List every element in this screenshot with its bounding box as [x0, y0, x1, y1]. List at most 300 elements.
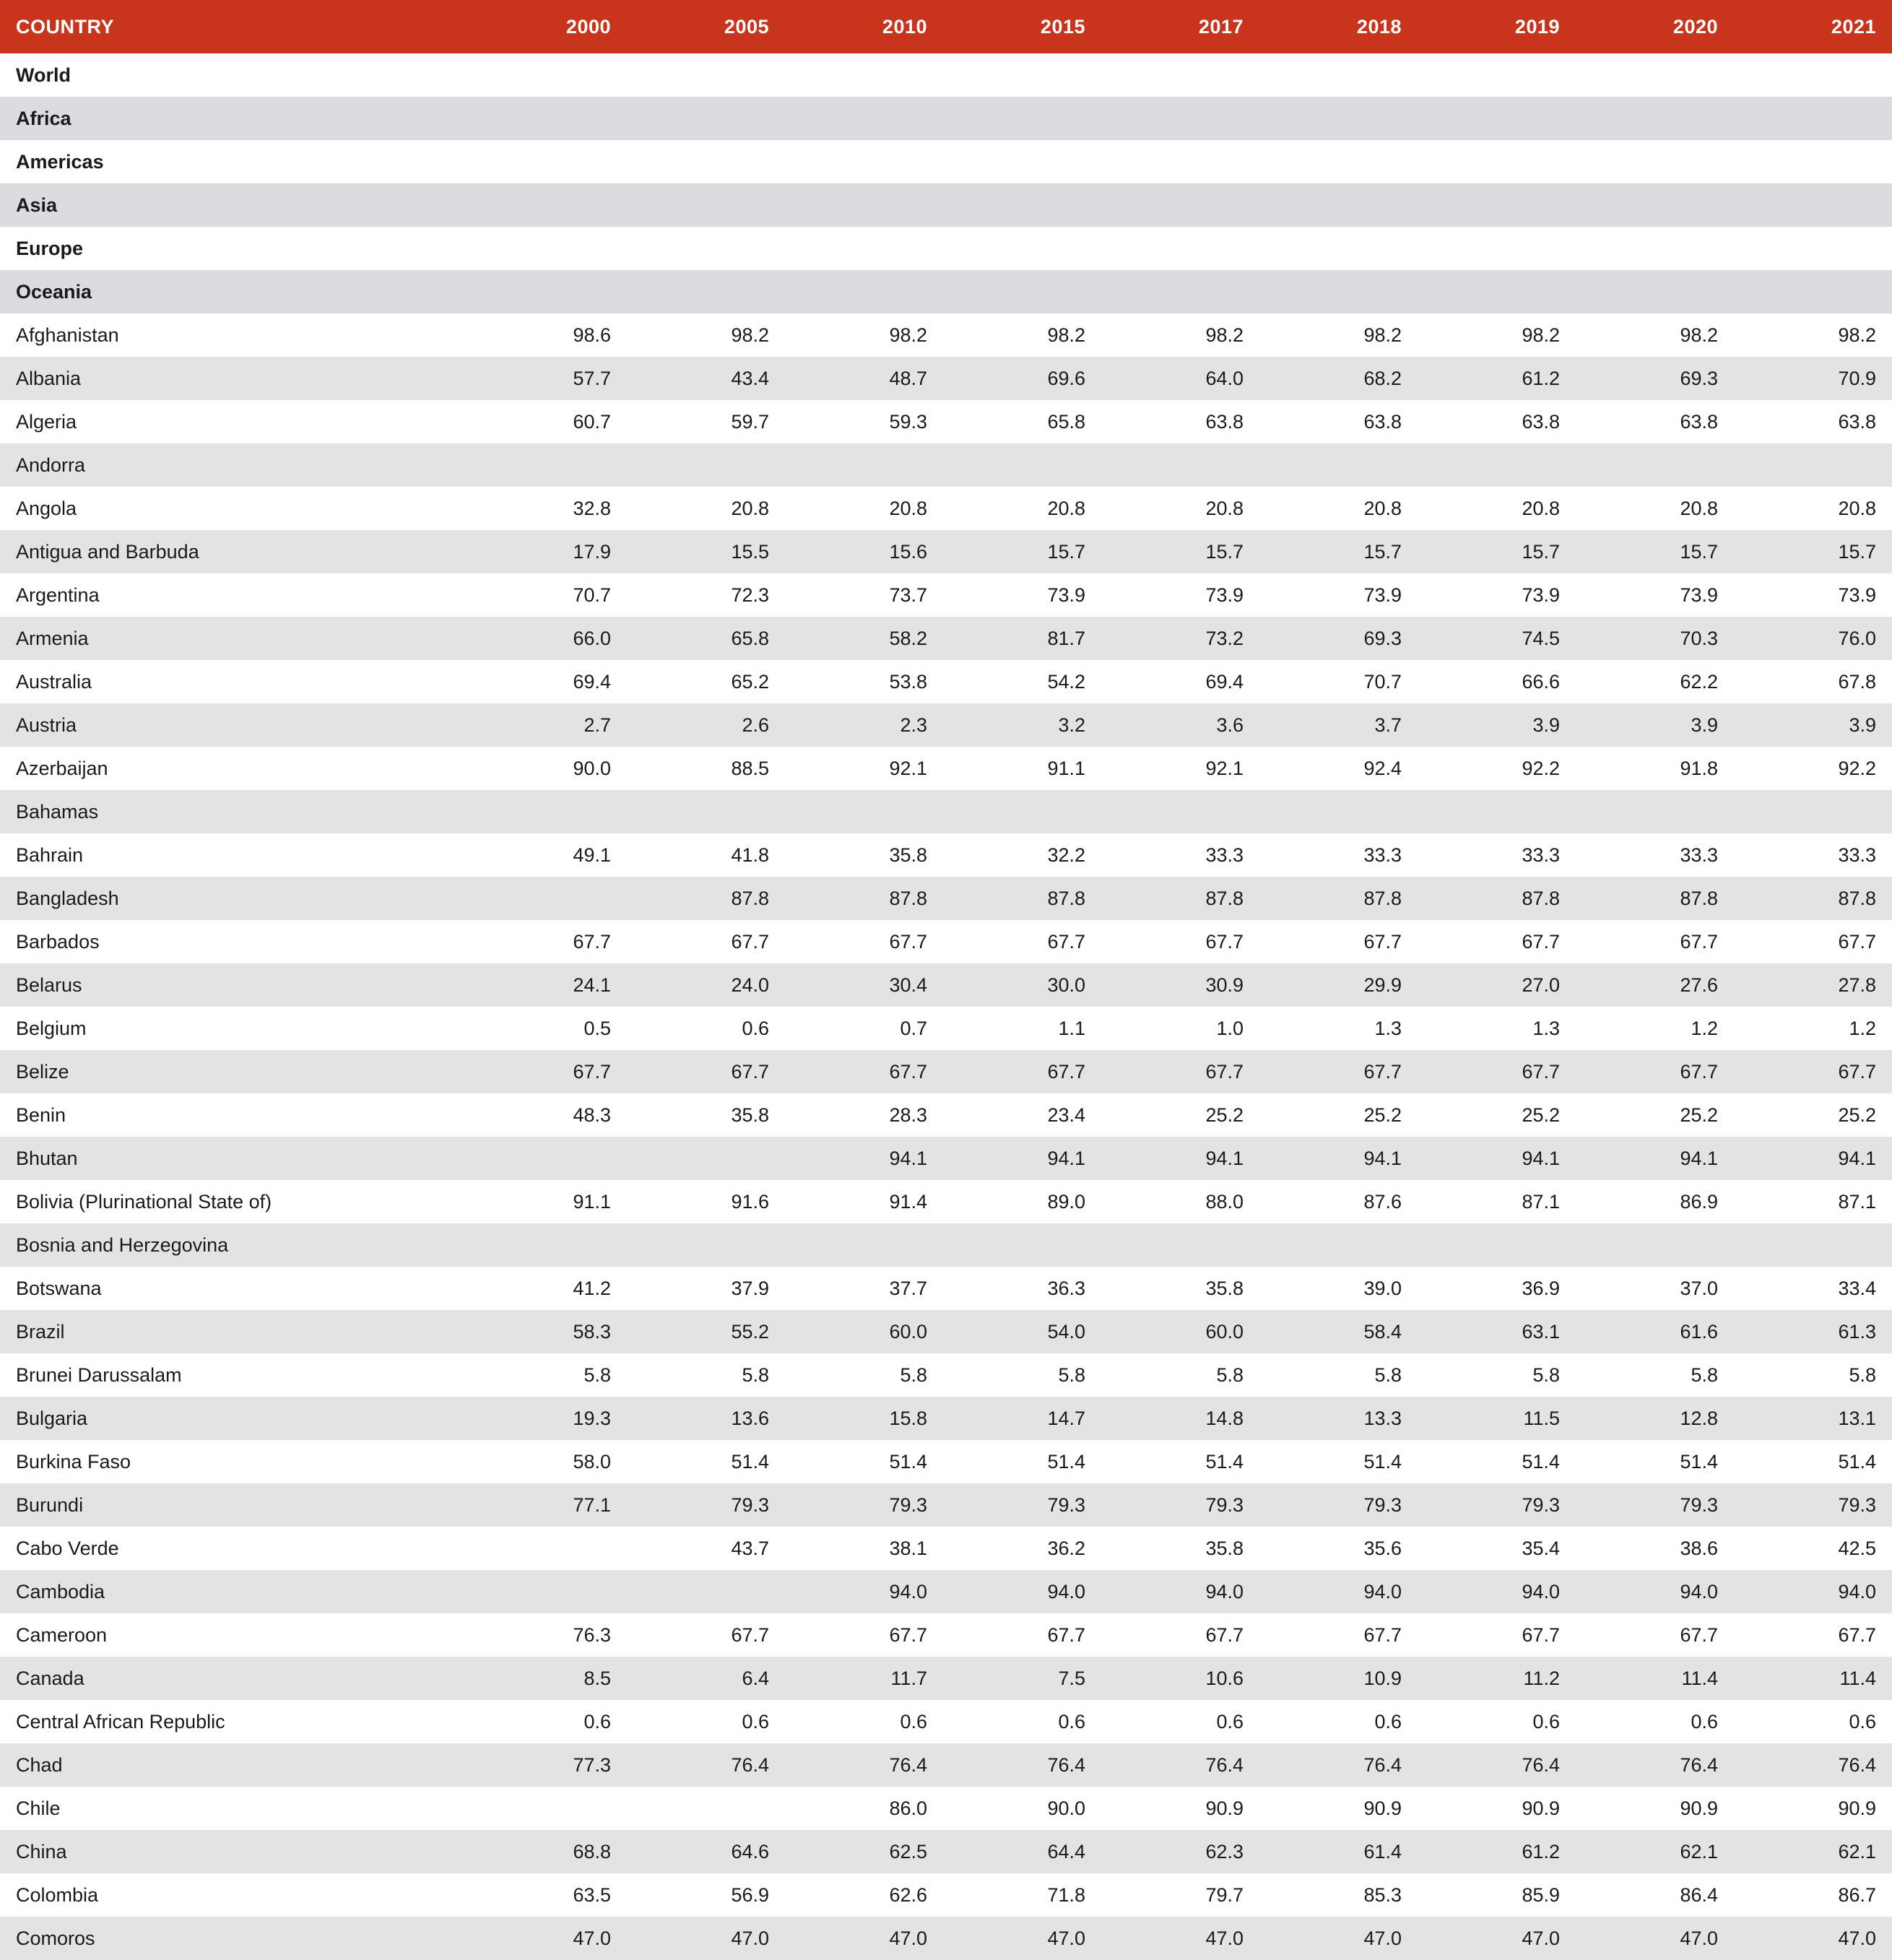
cell-value: 68.2: [1259, 357, 1418, 400]
cell-value: [469, 1137, 627, 1180]
column-header-2021: 2021: [1734, 0, 1892, 53]
cell-value: 17.9: [469, 530, 627, 573]
cell-value: 11.7: [785, 1657, 943, 1700]
cell-value: [1418, 1223, 1576, 1267]
table-row: [0, 1830, 1892, 1873]
cell-value: [627, 183, 785, 227]
cell-value: 5.8: [627, 1353, 785, 1397]
cell-value: 61.2: [1418, 1830, 1576, 1873]
row-label: World: [0, 53, 469, 97]
cell-value: 53.8: [785, 660, 943, 703]
row-label: Cameroon: [0, 1613, 469, 1657]
cell-value: 0.6: [1734, 1700, 1892, 1743]
cell-value: [1734, 53, 1892, 97]
row-label: Azerbaijan: [0, 747, 469, 790]
table-body: [0, 53, 1892, 1960]
cell-value: 56.9: [627, 1873, 785, 1917]
cell-value: [469, 877, 627, 920]
cell-value: [785, 443, 943, 487]
cell-value: 65.2: [627, 660, 785, 703]
cell-value: 94.1: [1734, 1137, 1892, 1180]
row-label: Albania: [0, 357, 469, 400]
cell-value: 92.1: [785, 747, 943, 790]
cell-value: 60.0: [785, 1310, 943, 1353]
cell-value: 94.1: [1259, 1137, 1418, 1180]
table-row: [0, 1050, 1892, 1093]
cell-value: 14.7: [943, 1397, 1101, 1440]
cell-value: 32.2: [943, 833, 1101, 877]
cell-value: [1101, 140, 1259, 183]
cell-value: 94.0: [1101, 1570, 1259, 1613]
cell-value: 69.3: [1259, 617, 1418, 660]
cell-value: [943, 140, 1101, 183]
cell-value: 35.8: [785, 833, 943, 877]
cell-value: 7.5: [943, 1657, 1101, 1700]
cell-value: 67.7: [627, 1613, 785, 1657]
cell-value: 60.0: [1101, 1310, 1259, 1353]
table-row: [0, 1743, 1892, 1787]
cell-value: 33.4: [1734, 1267, 1892, 1310]
cell-value: 29.9: [1259, 963, 1418, 1007]
cell-value: 86.7: [1734, 1873, 1892, 1917]
cell-value: 15.8: [785, 1397, 943, 1440]
table-row: [0, 920, 1892, 963]
cell-value: 67.7: [1734, 1613, 1892, 1657]
cell-value: 67.8: [1734, 660, 1892, 703]
cell-value: 90.9: [1101, 1787, 1259, 1830]
column-header-2000: 2000: [469, 0, 627, 53]
cell-value: [627, 140, 785, 183]
cell-value: 67.7: [1418, 920, 1576, 963]
cell-value: 51.4: [943, 1440, 1101, 1483]
cell-value: 98.6: [469, 313, 627, 357]
cell-value: 36.2: [943, 1527, 1101, 1570]
row-label: China: [0, 1830, 469, 1873]
cell-value: 47.0: [627, 1917, 785, 1960]
cell-value: 0.6: [1101, 1700, 1259, 1743]
cell-value: [1734, 97, 1892, 140]
cell-value: [1101, 97, 1259, 140]
cell-value: 72.3: [627, 573, 785, 617]
cell-value: 10.9: [1259, 1657, 1418, 1700]
table-header-row: [0, 0, 1892, 53]
cell-value: 35.8: [1101, 1267, 1259, 1310]
cell-value: [469, 1527, 627, 1570]
row-label: Bulgaria: [0, 1397, 469, 1440]
cell-value: [469, 443, 627, 487]
cell-value: 5.8: [1259, 1353, 1418, 1397]
cell-value: [943, 227, 1101, 270]
cell-value: 11.4: [1576, 1657, 1734, 1700]
row-label: Bosnia and Herzegovina: [0, 1223, 469, 1267]
cell-value: 79.3: [1101, 1483, 1259, 1527]
cell-value: 63.8: [1259, 400, 1418, 443]
cell-value: 67.7: [1576, 1613, 1734, 1657]
cell-value: 73.9: [943, 573, 1101, 617]
cell-value: [469, 183, 627, 227]
cell-value: [469, 1570, 627, 1613]
cell-value: 76.4: [1576, 1743, 1734, 1787]
table-row: [0, 617, 1892, 660]
table-row: [0, 1787, 1892, 1830]
table-row: [0, 270, 1892, 313]
cell-value: [1418, 270, 1576, 313]
cell-value: 94.1: [943, 1137, 1101, 1180]
cell-value: 67.7: [1259, 1050, 1418, 1093]
cell-value: 67.7: [1734, 1050, 1892, 1093]
cell-value: [943, 53, 1101, 97]
row-label: Bahrain: [0, 833, 469, 877]
cell-value: 20.8: [627, 487, 785, 530]
cell-value: 41.8: [627, 833, 785, 877]
cell-value: [943, 1223, 1101, 1267]
cell-value: 49.1: [469, 833, 627, 877]
table-row: [0, 357, 1892, 400]
cell-value: 63.8: [1576, 400, 1734, 443]
cell-value: 15.7: [1259, 530, 1418, 573]
cell-value: 64.4: [943, 1830, 1101, 1873]
row-label: Canada: [0, 1657, 469, 1700]
cell-value: [785, 227, 943, 270]
column-header-2019: 2019: [1418, 0, 1576, 53]
cell-value: 90.9: [1734, 1787, 1892, 1830]
cell-value: 62.3: [1101, 1830, 1259, 1873]
cell-value: 94.0: [785, 1570, 943, 1613]
cell-value: 20.8: [1576, 487, 1734, 530]
cell-value: 20.8: [943, 487, 1101, 530]
cell-value: [1418, 443, 1576, 487]
cell-value: 0.6: [627, 1007, 785, 1050]
cell-value: 86.4: [1576, 1873, 1734, 1917]
cell-value: 94.1: [1418, 1137, 1576, 1180]
cell-value: 47.0: [943, 1917, 1101, 1960]
cell-value: [1101, 443, 1259, 487]
cell-value: 67.7: [785, 920, 943, 963]
cell-value: 0.6: [469, 1700, 627, 1743]
row-label: Cambodia: [0, 1570, 469, 1613]
cell-value: 0.6: [1576, 1700, 1734, 1743]
table-row: [0, 963, 1892, 1007]
cell-value: 92.4: [1259, 747, 1418, 790]
cell-value: 76.4: [1101, 1743, 1259, 1787]
cell-value: 15.7: [1576, 530, 1734, 573]
cell-value: [469, 140, 627, 183]
cell-value: 3.9: [1576, 703, 1734, 747]
cell-value: 79.3: [1576, 1483, 1734, 1527]
cell-value: 94.0: [1259, 1570, 1418, 1613]
cell-value: [1259, 270, 1418, 313]
cell-value: 25.2: [1101, 1093, 1259, 1137]
cell-value: 77.1: [469, 1483, 627, 1527]
cell-value: 67.7: [1101, 920, 1259, 963]
cell-value: 48.7: [785, 357, 943, 400]
cell-value: 60.7: [469, 400, 627, 443]
cell-value: 62.2: [1576, 660, 1734, 703]
cell-value: 94.1: [785, 1137, 943, 1180]
cell-value: 51.4: [627, 1440, 785, 1483]
table-row: [0, 1353, 1892, 1397]
cell-value: 66.0: [469, 617, 627, 660]
cell-value: 58.0: [469, 1440, 627, 1483]
cell-value: [1259, 140, 1418, 183]
cell-value: [1259, 97, 1418, 140]
cell-value: 76.3: [469, 1613, 627, 1657]
cell-value: 67.7: [943, 1050, 1101, 1093]
cell-value: 67.7: [1101, 1050, 1259, 1093]
cell-value: [1576, 140, 1734, 183]
cell-value: 0.6: [1418, 1700, 1576, 1743]
cell-value: 87.1: [1734, 1180, 1892, 1223]
cell-value: 37.9: [627, 1267, 785, 1310]
cell-value: [1734, 140, 1892, 183]
table-row: [0, 1180, 1892, 1223]
cell-value: 87.8: [1734, 877, 1892, 920]
row-label: Comoros: [0, 1917, 469, 1960]
row-label: Andorra: [0, 443, 469, 487]
table-row: [0, 1700, 1892, 1743]
table-row: [0, 1527, 1892, 1570]
cell-value: [1101, 1223, 1259, 1267]
cell-value: [1418, 140, 1576, 183]
cell-value: 11.5: [1418, 1397, 1576, 1440]
cell-value: 27.0: [1418, 963, 1576, 1007]
cell-value: 47.0: [1576, 1917, 1734, 1960]
cell-value: 67.7: [1259, 920, 1418, 963]
row-label: Armenia: [0, 617, 469, 660]
cell-value: 43.7: [627, 1527, 785, 1570]
cell-value: 64.6: [627, 1830, 785, 1873]
cell-value: 32.8: [469, 487, 627, 530]
cell-value: 1.3: [1418, 1007, 1576, 1050]
cell-value: 69.6: [943, 357, 1101, 400]
cell-value: 36.9: [1418, 1267, 1576, 1310]
cell-value: 73.7: [785, 573, 943, 617]
cell-value: 98.2: [1576, 313, 1734, 357]
cell-value: [469, 97, 627, 140]
cell-value: 76.4: [1734, 1743, 1892, 1787]
row-label: Austria: [0, 703, 469, 747]
cell-value: 15.7: [1418, 530, 1576, 573]
cell-value: 0.6: [1259, 1700, 1418, 1743]
cell-value: [469, 1223, 627, 1267]
cell-value: [627, 53, 785, 97]
cell-value: 76.4: [627, 1743, 785, 1787]
table-row: [0, 1613, 1892, 1657]
cell-value: 3.6: [1101, 703, 1259, 747]
cell-value: 90.0: [469, 747, 627, 790]
cell-value: [1734, 227, 1892, 270]
cell-value: 5.8: [943, 1353, 1101, 1397]
cell-value: [1418, 97, 1576, 140]
cell-value: 28.3: [785, 1093, 943, 1137]
cell-value: 11.2: [1418, 1657, 1576, 1700]
cell-value: 67.7: [1576, 1050, 1734, 1093]
row-label: Chad: [0, 1743, 469, 1787]
cell-value: 62.5: [785, 1830, 943, 1873]
cell-value: 51.4: [1576, 1440, 1734, 1483]
cell-value: 69.4: [1101, 660, 1259, 703]
column-header-2010: 2010: [785, 0, 943, 53]
cell-value: 35.4: [1418, 1527, 1576, 1570]
row-label: Belgium: [0, 1007, 469, 1050]
cell-value: 15.7: [943, 530, 1101, 573]
cell-value: 90.0: [943, 1787, 1101, 1830]
cell-value: [469, 1787, 627, 1830]
cell-value: 6.4: [627, 1657, 785, 1700]
cell-value: [627, 1570, 785, 1613]
cell-value: 38.6: [1576, 1527, 1734, 1570]
cell-value: 87.6: [1259, 1180, 1418, 1223]
table-row: [0, 833, 1892, 877]
table-row: [0, 1007, 1892, 1050]
cell-value: 54.2: [943, 660, 1101, 703]
cell-value: 0.6: [785, 1700, 943, 1743]
cell-value: 98.2: [1101, 313, 1259, 357]
cell-value: 85.3: [1259, 1873, 1418, 1917]
cell-value: 37.0: [1576, 1267, 1734, 1310]
cell-value: 19.3: [469, 1397, 627, 1440]
cell-value: 25.2: [1734, 1093, 1892, 1137]
cell-value: 10.6: [1101, 1657, 1259, 1700]
cell-value: 33.3: [1101, 833, 1259, 877]
cell-value: 15.7: [1101, 530, 1259, 573]
cell-value: 33.3: [1418, 833, 1576, 877]
row-label: Afghanistan: [0, 313, 469, 357]
cell-value: 37.7: [785, 1267, 943, 1310]
cell-value: 24.1: [469, 963, 627, 1007]
column-header-2018: 2018: [1259, 0, 1418, 53]
cell-value: [627, 270, 785, 313]
table-row: [0, 1223, 1892, 1267]
table-row: [0, 530, 1892, 573]
cell-value: [785, 53, 943, 97]
cell-value: 86.9: [1576, 1180, 1734, 1223]
table-row: [0, 1310, 1892, 1353]
cell-value: 3.2: [943, 703, 1101, 747]
cell-value: 61.6: [1576, 1310, 1734, 1353]
cell-value: 71.8: [943, 1873, 1101, 1917]
cell-value: 67.7: [469, 920, 627, 963]
table-row: [0, 1267, 1892, 1310]
row-label: Asia: [0, 183, 469, 227]
cell-value: 51.4: [1418, 1440, 1576, 1483]
cell-value: 63.8: [1101, 400, 1259, 443]
cell-value: 62.1: [1576, 1830, 1734, 1873]
cell-value: [785, 140, 943, 183]
cell-value: [1576, 97, 1734, 140]
table-row: [0, 790, 1892, 833]
cell-value: 65.8: [627, 617, 785, 660]
cell-value: 47.0: [469, 1917, 627, 1960]
cell-value: 92.2: [1418, 747, 1576, 790]
cell-value: [1259, 443, 1418, 487]
cell-value: 73.9: [1101, 573, 1259, 617]
table-row: [0, 1093, 1892, 1137]
row-label: Argentina: [0, 573, 469, 617]
cell-value: 63.8: [1418, 400, 1576, 443]
cell-value: 3.7: [1259, 703, 1418, 747]
cell-value: 41.2: [469, 1267, 627, 1310]
cell-value: 79.3: [1418, 1483, 1576, 1527]
cell-value: 2.6: [627, 703, 785, 747]
cell-value: [943, 443, 1101, 487]
row-label: Australia: [0, 660, 469, 703]
cell-value: 61.3: [1734, 1310, 1892, 1353]
cell-value: 42.5: [1734, 1527, 1892, 1570]
cell-value: [1576, 227, 1734, 270]
cell-value: 98.2: [1259, 313, 1418, 357]
cell-value: [469, 270, 627, 313]
cell-value: [1576, 790, 1734, 833]
cell-value: 98.2: [943, 313, 1101, 357]
cell-value: 54.0: [943, 1310, 1101, 1353]
cell-value: 15.6: [785, 530, 943, 573]
cell-value: 67.7: [1418, 1613, 1576, 1657]
cell-value: 62.1: [1734, 1830, 1892, 1873]
cell-value: 47.0: [1259, 1917, 1418, 1960]
cell-value: [1576, 1223, 1734, 1267]
cell-value: 79.3: [1734, 1483, 1892, 1527]
cell-value: [627, 443, 785, 487]
cell-value: 5.8: [1101, 1353, 1259, 1397]
cell-value: 79.7: [1101, 1873, 1259, 1917]
row-label: Bolivia (Plurinational State of): [0, 1180, 469, 1223]
cell-value: 67.7: [785, 1613, 943, 1657]
cell-value: 35.8: [1101, 1527, 1259, 1570]
table-row: [0, 1440, 1892, 1483]
row-label: Angola: [0, 487, 469, 530]
row-label: Barbados: [0, 920, 469, 963]
cell-value: [1101, 790, 1259, 833]
cell-value: [1259, 227, 1418, 270]
table-row: [0, 1397, 1892, 1440]
cell-value: 94.1: [1576, 1137, 1734, 1180]
cell-value: 25.2: [1576, 1093, 1734, 1137]
table-row: [0, 140, 1892, 183]
table-row: [0, 703, 1892, 747]
cell-value: [627, 790, 785, 833]
cell-value: 98.2: [1418, 313, 1576, 357]
cell-value: 43.4: [627, 357, 785, 400]
cell-value: 90.9: [1576, 1787, 1734, 1830]
cell-value: 73.2: [1101, 617, 1259, 660]
row-label: Africa: [0, 97, 469, 140]
cell-value: 63.8: [1734, 400, 1892, 443]
table-row: [0, 1873, 1892, 1917]
cell-value: [627, 1137, 785, 1180]
cell-value: 98.2: [627, 313, 785, 357]
cell-value: 58.3: [469, 1310, 627, 1353]
cell-value: 70.7: [469, 573, 627, 617]
column-header-2020: 2020: [1576, 0, 1734, 53]
row-label: Chile: [0, 1787, 469, 1830]
cell-value: 24.0: [627, 963, 785, 1007]
cell-value: 1.2: [1734, 1007, 1892, 1050]
cell-value: [785, 270, 943, 313]
row-label: Belize: [0, 1050, 469, 1093]
cell-value: 14.8: [1101, 1397, 1259, 1440]
cell-value: 79.3: [785, 1483, 943, 1527]
cell-value: 74.5: [1418, 617, 1576, 660]
cell-value: 67.7: [943, 1613, 1101, 1657]
cell-value: 0.5: [469, 1007, 627, 1050]
column-header-country: COUNTRY: [0, 0, 469, 53]
cell-value: 5.8: [1576, 1353, 1734, 1397]
cell-value: 61.2: [1418, 357, 1576, 400]
cell-value: 0.7: [785, 1007, 943, 1050]
cell-value: 69.4: [469, 660, 627, 703]
table-row: [0, 660, 1892, 703]
